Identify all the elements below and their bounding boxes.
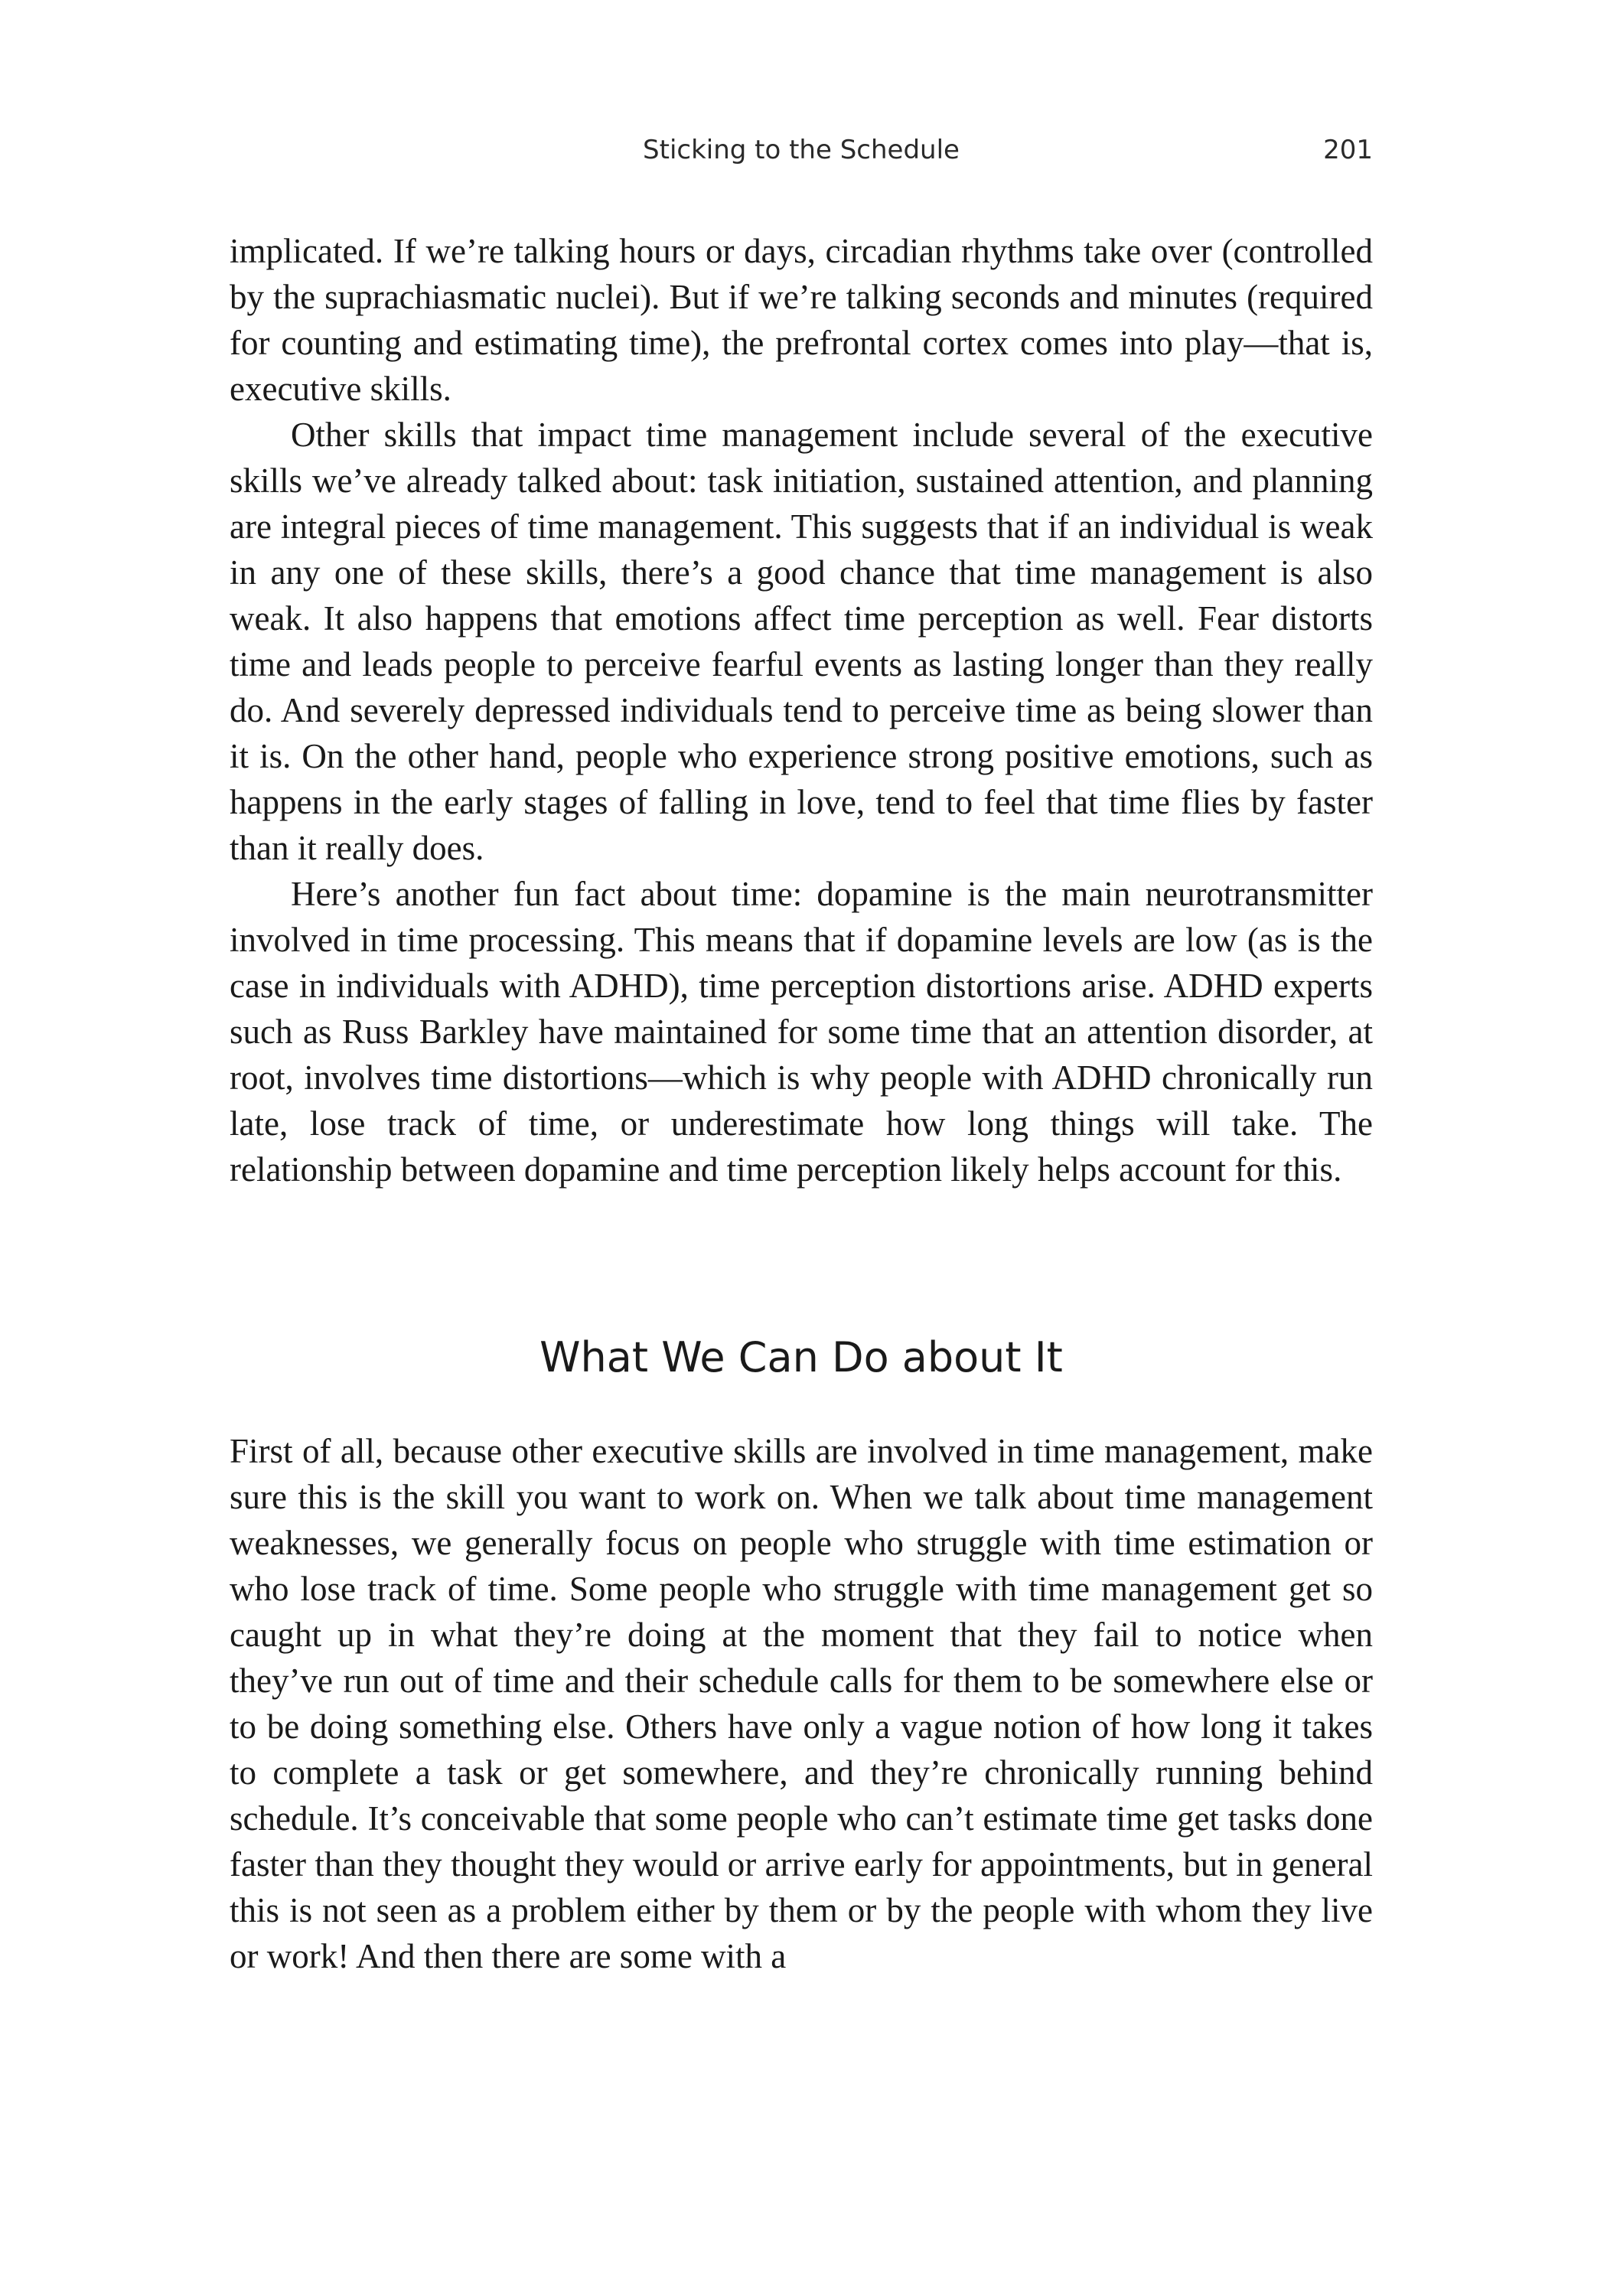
- paragraph: First of all, because other executive skills are involved in time management, make sure this is the skill you want to work on. When we talk about time management weaknesses, we generally focus on people who struggle with time estimation or who lose track of time. Some people who struggle with time management get so caught up in what they’re doing at the moment that they fail to notice when they’ve run out of time and their schedule calls for them to be somewhere else or to be doing something else. Others have only a vague notion of how long it takes to complete a task or get somewhere, and they’re chronically running behind schedule. It’s conceivable that some people who can’t estimate time get tasks done faster than they thought they would or arrive early for appointments, but in general this is not seen as a problem either by them or by the people with whom they live or work! And then there are some with a: [230, 1432, 1373, 1975]
- page-number: 201: [1323, 135, 1373, 165]
- paragraph-continued: implicated. If we’re talking hours or days, circadian rhythms take over (controlled by the suprachiasmatic nuclei). But if we’re talking seconds and minutes (required for counting and estimating time), the prefrontal cortex comes into play—that is, executive skills.: [230, 232, 1373, 408]
- paragraph: Here’s another fun fact about time: dopamine is the main neurotransmitter involved in time processing. This means that if dopamine levels are low (as is the case in individuals with ADHD), time perception distortions arise. ADHD experts such as Russ Barkley have maintained for some time that an attention disorder, at root, involves time distortions—which is why people with ADHD chronically run late, lose track of time, or underestimate how long things will take. The relationship between dopamine and time perception likely helps account for this.: [230, 875, 1373, 1189]
- section-heading: What We Can Do about It: [539, 1333, 1063, 1381]
- paragraph: Other skills that impact time management include several of the executive skills we’ve already talked about: task initiation, sustained attention, and planning are integral pieces of time management. This suggests that if an individual is weak in any one of these skills, there’s a good chance that time management is also weak. It also happens that emotions affect time perception as well. Fear distorts time and leads people to perceive fearful events as lasting longer than they really do. And severely depressed individuals tend to perceive time as being slower than it is. On the other hand, people who experience strong positive emotions, such as happens in the early stages of falling in love, tend to feel that time flies by faster than it really does.: [230, 416, 1373, 867]
- section-body-text: [230, 1428, 1373, 1979]
- running-head-title: Sticking to the Schedule: [643, 135, 960, 165]
- running-head: [230, 135, 1373, 173]
- body-text: [230, 228, 1373, 1192]
